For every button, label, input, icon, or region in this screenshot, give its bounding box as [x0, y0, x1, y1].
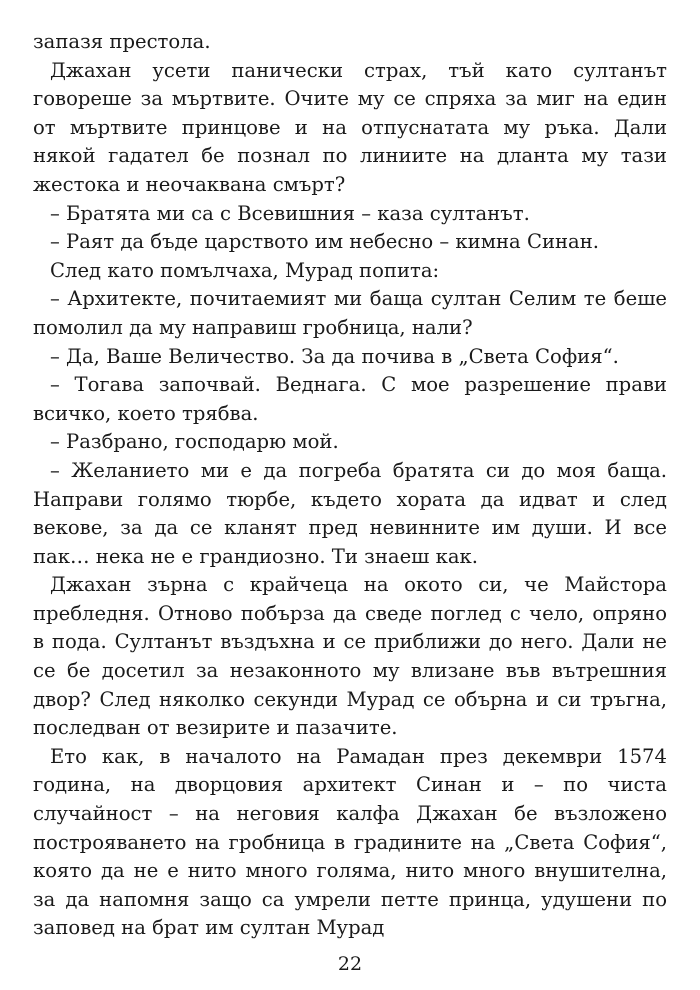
dialogue-line: – Братята ми са с Всевишния – каза султанът.: [50, 201, 530, 225]
dialogue-line: – Желанието ми е да погреба братята си до моя баща. Направи голямо тюрбе, където хората да идват и след векове, за да се кланят пред невинните им души. И все пак… нека не е грандиозно. Ти знаеш как.: [33, 458, 667, 568]
paragraph: Ето как, в началото на Рамадан през декември 1574 година, на дворцовия архитект Синан и – по чиста случайност – на неговия калфа Джахан бе възложено построяването на гробница в градините на „Света София“, която да не е нито много голяма, нито много внушителна, за да напомня защо са умрели петте принца, удушени по заповед на брат им султан Мурад: [33, 744, 667, 940]
dialogue-line: – Да, Ваше Величество. За да почива в „Света София“.: [50, 344, 619, 368]
dialogue-line: – Тогава започвай. Веднага. С мое разрешение прави всичко, което трябва.: [33, 373, 667, 425]
paragraph: Джахан зърна с крайчеца на окото си, че Майстора пребледня. Отново побърза да сведе поглед с чело, опряно в пода. Султанът въздъхна и се приближи до него. Дали не се бе досетил за незаконното му влизане във вътрешния двор? След няколко секунди Мурад се обърна и си тръгна, последван от везирите и пазачите.: [33, 573, 667, 740]
dialogue-line: – Разбрано, господарю мой.: [50, 430, 339, 454]
paragraph: Джахан усети панически страх, тъй като султанът говореше за мъртвите. Очите му се спряха за миг на един от мъртвите принцове и на отпуснатата му ръка. Дали някой гадател бе познал по линиите на дланта му тази жестока и неочаквана смърт?: [33, 58, 667, 196]
paragraph-continuation: запазя престола.: [33, 30, 211, 53]
dialogue-line: – Архитекте, почитаемият ми баща султан Селим те беше помолил да му направиш гробница, нали?: [33, 287, 667, 339]
paragraph: След като помълчаха, Мурад попита:: [50, 258, 440, 282]
dialogue-line: – Раят да бъде царството им небесно – кимна Синан.: [50, 230, 600, 254]
page-number: 22: [337, 953, 363, 975]
page-body: [33, 28, 667, 943]
